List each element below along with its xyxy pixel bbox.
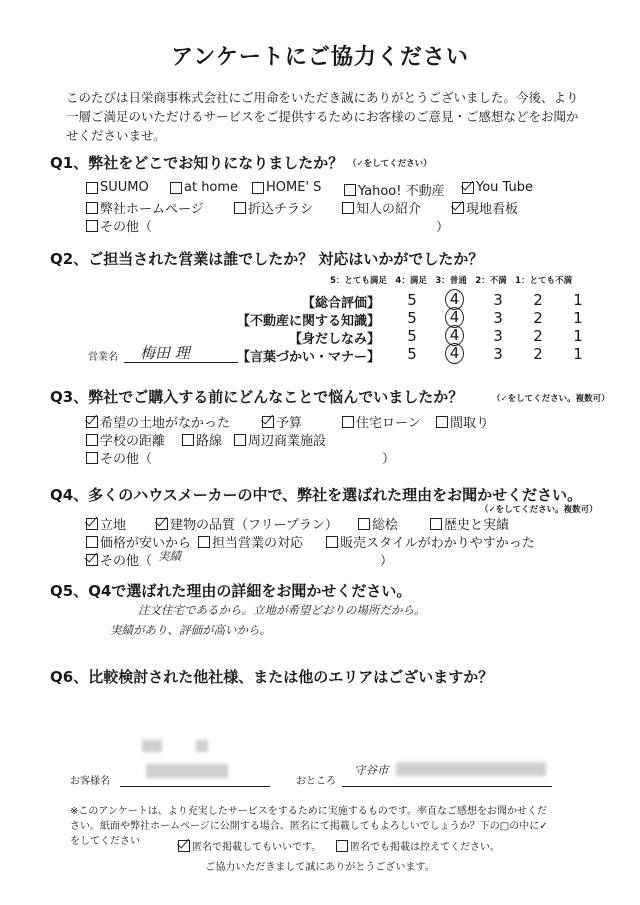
sales-name-underline — [124, 362, 238, 363]
q2-score-selected[interactable]: 4 — [445, 325, 464, 346]
checkbox[interactable] — [170, 182, 182, 194]
address-handwritten: 守谷市 — [354, 763, 389, 777]
sales-name-label: 営業名 — [88, 352, 118, 363]
customer-name-underline — [120, 786, 270, 787]
q2-score[interactable]: 1 — [573, 327, 583, 345]
q4-note: （✓をしてください。複数可） — [480, 505, 598, 515]
q2-score[interactable]: 3 — [493, 309, 503, 327]
q1-option-referral[interactable]: 知人の紹介 — [342, 198, 421, 217]
redacted-area — [196, 740, 208, 752]
address-label: おところ — [296, 776, 336, 787]
checkbox[interactable] — [86, 182, 98, 194]
q1-note: （✓をしてください） — [348, 159, 432, 169]
anon-ok-option[interactable]: 匿名で掲載してもいいです。 — [178, 838, 321, 853]
checkbox-checked[interactable] — [156, 518, 168, 530]
checkbox[interactable] — [252, 182, 264, 194]
checkbox[interactable] — [234, 434, 246, 446]
checkbox-checked[interactable] — [262, 416, 274, 428]
q2-score[interactable]: 2 — [533, 291, 543, 309]
q2-score-selected[interactable]: 4 — [445, 307, 464, 328]
q2-score-selected[interactable]: 4 — [445, 289, 464, 310]
checkbox[interactable] — [86, 202, 98, 214]
q3-option-school[interactable]: 学校の距離 — [86, 430, 165, 449]
q5-answer-line2: 実績があり、評価が高いから。 — [110, 623, 271, 637]
q3-option-floorplan[interactable]: 間取り — [436, 412, 489, 431]
sales-name-handwritten: 梅田 理 — [140, 344, 190, 362]
q1-label: Q1、弊社をどこでお知りになりましたか？ — [50, 154, 344, 172]
redacted-area — [396, 762, 546, 776]
q3-option-route[interactable]: 路線 — [182, 430, 222, 449]
q2-label: Q2、ご担当された営業は誰でしたか？ 対応はいかがでしたか？ — [50, 250, 484, 268]
checkbox[interactable] — [182, 434, 194, 446]
q2-score[interactable]: 2 — [533, 309, 543, 327]
checkbox[interactable] — [86, 434, 98, 446]
q4-option-hinoki[interactable]: 総桧 — [358, 514, 398, 533]
q1-option-other[interactable]: その他（ — [86, 216, 152, 235]
q1-option-homepage[interactable]: 弊社ホームページ — [86, 198, 204, 217]
checkbox-checked[interactable] — [452, 202, 464, 214]
checkbox-checked[interactable] — [86, 554, 98, 566]
q1-option-yahoo[interactable]: Yahoo! 不動産 — [344, 180, 445, 199]
checkbox[interactable] — [342, 416, 354, 428]
q1-option-athome[interactable]: at home — [170, 180, 238, 195]
q1-option-homes[interactable]: HOME' S — [252, 180, 321, 195]
q2-score[interactable]: 2 — [533, 327, 543, 345]
q1-option-youtube[interactable]: You Tube — [462, 180, 533, 195]
checkbox-checked[interactable] — [86, 416, 98, 428]
q3-option-land[interactable]: 希望の土地がなかった — [86, 412, 230, 431]
q1-option-suumo[interactable]: SUUMO — [86, 180, 149, 195]
q4-other-handwritten: 実績 — [158, 549, 181, 563]
q2-score[interactable]: 2 — [533, 345, 543, 363]
checkbox-checked[interactable] — [178, 840, 190, 852]
q3-option-loan[interactable]: 住宅ローン — [342, 412, 421, 431]
checkbox[interactable] — [86, 536, 98, 548]
page-title: アンケートにご協力ください — [171, 45, 469, 70]
q2-score[interactable]: 5 — [407, 291, 417, 309]
q2-score[interactable]: 1 — [573, 309, 583, 327]
q3-option-other[interactable]: その他（ — [86, 448, 152, 467]
q4-option-location[interactable]: 立地 — [86, 514, 126, 533]
q4-option-other[interactable]: その他（ — [86, 550, 152, 569]
checkbox[interactable] — [86, 220, 98, 232]
q3-close-paren: ） — [382, 452, 396, 467]
q2-row-label: 【言葉づかい・マナー】 — [236, 350, 380, 365]
q2-score[interactable]: 5 — [407, 309, 417, 327]
q1-option-chirashi[interactable]: 折込チラシ — [234, 198, 313, 217]
q2-row-label: 【総合評価】 — [301, 296, 380, 311]
q5-label: Q5、Q4で選ばれた理由の詳細をお聞かせください。 — [50, 582, 412, 600]
checkbox[interactable] — [336, 840, 348, 852]
thanks-text: ご協力いただきまして誠にありがとうございます。 — [205, 862, 435, 873]
q5-answer-line1: 注文住宅であるから。立地が希望どおりの場所だから。 — [138, 603, 426, 617]
checkbox[interactable] — [86, 452, 98, 464]
q4-option-style[interactable]: 販売スタイルがわかりやすかった — [326, 532, 535, 551]
checkbox[interactable] — [198, 536, 210, 548]
q4-label: Q4、多くのハウスメーカーの中で、弊社を選ばれた理由をお聞かせください。 — [50, 486, 583, 504]
q1-option-signboard[interactable]: 現地看板 — [452, 198, 518, 217]
q3-note: （✓をしてください。複数可） — [492, 394, 610, 404]
q2-score[interactable]: 1 — [573, 291, 583, 309]
q2-score[interactable]: 5 — [407, 345, 417, 363]
q4-option-staff[interactable]: 担当営業の対応 — [198, 532, 303, 551]
q1-close-paren: ） — [436, 220, 450, 235]
checkbox[interactable] — [342, 202, 354, 214]
checkbox[interactable] — [326, 536, 338, 548]
checkbox[interactable] — [436, 416, 448, 428]
redacted-area — [142, 740, 162, 752]
q4-option-price[interactable]: 価格が安いから — [86, 532, 191, 551]
checkbox[interactable] — [234, 202, 246, 214]
q4-option-history[interactable]: 歴史と実績 — [430, 514, 509, 533]
address-underline — [342, 786, 552, 787]
q4-close-paren: ） — [380, 554, 394, 569]
checkbox[interactable] — [358, 518, 370, 530]
q2-score[interactable]: 1 — [573, 345, 583, 363]
q2-score[interactable]: 3 — [493, 327, 503, 345]
checkbox[interactable] — [344, 184, 356, 196]
q4-option-quality[interactable]: 建物の品質（フリープラン） — [156, 514, 338, 533]
q2-score[interactable]: 3 — [493, 291, 503, 309]
q2-score[interactable]: 3 — [493, 345, 503, 363]
customer-name-label: お客様名 — [70, 776, 110, 787]
checkbox-checked[interactable] — [86, 518, 98, 530]
q3-label: Q3、弊社でご購入する前にどんなことで悩んでいましたか？ — [50, 388, 464, 406]
q2-score[interactable]: 5 — [407, 327, 417, 345]
q2-scale: 5：とても満足 4：満足 3：普通 2：不満 1：とても不満 — [330, 276, 573, 286]
checkbox-checked[interactable] — [462, 182, 474, 194]
redacted-area — [146, 764, 228, 778]
anon-no-option[interactable]: 匿名でも掲載は控えてください。 — [336, 838, 500, 853]
q2-row-label: 【不動産に関する知識】 — [236, 314, 380, 329]
q6-label: Q6、比較検討された他社様、または他のエリアはございますか？ — [50, 668, 494, 686]
checkbox[interactable] — [430, 518, 442, 530]
q3-option-budget[interactable]: 予算 — [262, 412, 302, 431]
q2-row-label: 【身だしなみ】 — [288, 332, 380, 347]
q2-score-selected[interactable]: 4 — [445, 343, 464, 364]
intro-text: このたびは日栄商事株式会社にご用命をいただき誠にありがとうございました。今後、より一層ご満足のいただけるサービスをご提供するためにお客様のご意見・ご感想などをお聞かせくださいませ。 — [66, 90, 579, 143]
footer-note: ※このアンケートは、より充実したサービスをするために実施するものです。率直なご感想をお聞かせください。紙面や弊社ホームページに公開する場合、匿名にて掲載してもよろしいでしょうか？下の□の中に✓をしてください — [70, 806, 548, 847]
q3-option-shops[interactable]: 周辺商業施設 — [234, 430, 326, 449]
